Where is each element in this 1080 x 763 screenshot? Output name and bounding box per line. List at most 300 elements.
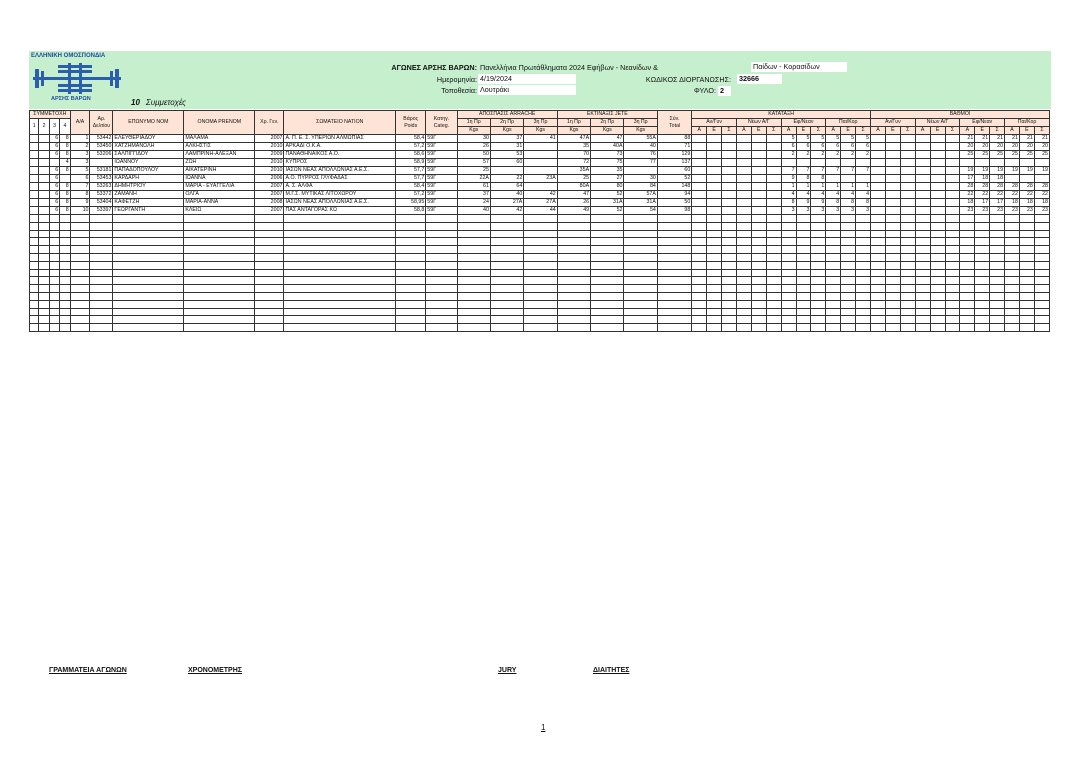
col-group-g2: Νέων Α/Γ: [915, 119, 960, 127]
cell-year: 2010: [255, 143, 284, 151]
empty-cell: [426, 277, 457, 285]
empty-cell: [766, 238, 781, 246]
empty-cell: [396, 285, 426, 293]
cell-s2: 31: [490, 143, 523, 151]
empty-row: [30, 285, 1050, 293]
table-row: [30, 199, 1050, 207]
empty-cell: [657, 277, 691, 285]
event-label: ΑΓΩΝΕΣ ΑΡΣΗΣ ΒΑΡΩΝ:: [391, 63, 477, 72]
cell-k11: 5: [841, 135, 856, 143]
cell-s2: 60: [490, 159, 523, 167]
cell-b1: [871, 191, 886, 199]
empty-cell: [990, 300, 1005, 308]
empty-cell: [945, 277, 960, 285]
empty-cell: [945, 285, 960, 293]
empty-cell: [1019, 269, 1034, 277]
empty-cell: [707, 253, 722, 261]
empty-cell: [945, 269, 960, 277]
empty-cell: [524, 269, 557, 277]
cell-k12: 8: [856, 199, 871, 207]
empty-cell: [871, 308, 886, 316]
cell-k6: [766, 207, 781, 215]
empty-cell: [49, 261, 59, 269]
empty-cell: [426, 230, 457, 238]
cell-k4: [736, 183, 751, 191]
empty-cell: [826, 238, 841, 246]
col-sub-sA: Α: [736, 127, 751, 135]
code-label: ΚΩΔΙΚΟΣ ΔΙΟΡΓΑΝΩΣΗΣ:: [645, 75, 731, 84]
cell-year: 2006: [255, 175, 284, 183]
empty-cell: [766, 300, 781, 308]
empty-cell: [707, 246, 722, 254]
cell-b4: [915, 143, 930, 151]
empty-cell: [591, 316, 624, 324]
cell-k6: [766, 199, 781, 207]
cell-k3: [722, 175, 737, 183]
empty-cell: [39, 230, 49, 238]
empty-cell: [692, 253, 707, 261]
cell-b8: 18: [975, 175, 990, 183]
empty-cell: [396, 246, 426, 254]
cell-b11: [1019, 159, 1034, 167]
cell-b4: [915, 151, 930, 159]
cell-b7: [960, 159, 975, 167]
cell-b2: [885, 167, 900, 175]
empty-cell: [90, 261, 113, 269]
cell-k1: [692, 183, 707, 191]
empty-cell: [184, 285, 255, 293]
empty-cell: [975, 215, 990, 223]
cell-s2: 53: [490, 151, 523, 159]
empty-cell: [975, 292, 990, 300]
cell-c1: 35A: [557, 167, 590, 175]
cell-k7: 3: [781, 207, 796, 215]
empty-cell: [960, 269, 975, 277]
empty-cell: [457, 285, 490, 293]
empty-cell: [900, 324, 915, 332]
empty-cell: [30, 238, 39, 246]
empty-cell: [945, 222, 960, 230]
empty-cell: [426, 246, 457, 254]
col-sub-sA: Α: [826, 127, 841, 135]
col-surname: ΕΠΩΝΥΜΟ NOM: [113, 111, 184, 135]
empty-cell: [591, 222, 624, 230]
empty-cell: [796, 292, 811, 300]
empty-cell: [751, 230, 766, 238]
cell-s2: 27A: [490, 199, 523, 207]
empty-cell: [811, 269, 826, 277]
cell-card: 53372: [90, 191, 113, 199]
empty-cell: [457, 316, 490, 324]
cell-p3: 6: [49, 199, 59, 207]
cell-s2: 37: [490, 135, 523, 143]
empty-cell: [184, 246, 255, 254]
cell-k2: [707, 143, 722, 151]
empty-cell: [990, 253, 1005, 261]
cell-c2: 75: [591, 159, 624, 167]
cell-k3: [722, 191, 737, 199]
empty-cell: [1019, 292, 1034, 300]
empty-cell: [766, 253, 781, 261]
cell-c3: 54: [624, 207, 657, 215]
cell-k12: 2: [856, 151, 871, 159]
empty-cell: [1005, 222, 1020, 230]
cell-k11: 1: [841, 183, 856, 191]
cell-k2: [707, 159, 722, 167]
empty-cell: [960, 238, 975, 246]
empty-cell: [60, 277, 70, 285]
col-group-g4: Παι/Κορ: [826, 119, 871, 127]
cell-b9: 18: [990, 175, 1005, 183]
cell-cat: 59Γ: [426, 167, 457, 175]
cell-b11: 28: [1019, 183, 1034, 191]
empty-cell: [30, 316, 39, 324]
empty-cell: [871, 300, 886, 308]
cell-k8: 6: [796, 143, 811, 151]
empty-cell: [426, 222, 457, 230]
col-participation-p2: 2: [39, 119, 49, 135]
cell-k8: 3: [796, 207, 811, 215]
empty-cell: [811, 230, 826, 238]
cell-b2: [885, 143, 900, 151]
empty-cell: [624, 285, 657, 293]
cell-b10: 25: [1005, 151, 1020, 159]
col-sub-sE: Ε: [1019, 127, 1034, 135]
empty-cell: [184, 308, 255, 316]
empty-cell: [184, 324, 255, 332]
empty-cell: [736, 277, 751, 285]
cell-name: ΟΛΓΑ: [184, 191, 255, 199]
empty-cell: [70, 269, 90, 277]
cell-b2: [885, 183, 900, 191]
cell-c1: 25: [557, 175, 590, 183]
cell-b3: [900, 191, 915, 199]
cell-b8: [975, 159, 990, 167]
empty-cell: [707, 230, 722, 238]
cell-k11: 8: [841, 199, 856, 207]
empty-cell: [871, 230, 886, 238]
cell-b4: [915, 199, 930, 207]
empty-cell: [490, 277, 523, 285]
empty-cell: [49, 253, 59, 261]
empty-cell: [826, 222, 841, 230]
empty-cell: [781, 316, 796, 324]
empty-cell: [184, 300, 255, 308]
cell-b5: [930, 151, 945, 159]
col-sub-sE: Ε: [930, 127, 945, 135]
empty-cell: [457, 292, 490, 300]
empty-cell: [1034, 277, 1049, 285]
empty-cell: [856, 292, 871, 300]
empty-cell: [1034, 246, 1049, 254]
cell-p3: 6: [49, 143, 59, 151]
cell-club: Μ.Γ.Σ. ΜΥΤΙΚΑΣ ΛΙΤΟΧΩΡΟΥ: [284, 191, 396, 199]
empty-cell: [624, 300, 657, 308]
cell-s1: 50: [457, 151, 490, 159]
col-sub-sE: Ε: [707, 127, 722, 135]
empty-cell: [751, 246, 766, 254]
cell-c2: 52: [591, 207, 624, 215]
empty-cell: [557, 253, 590, 261]
empty-cell: [591, 215, 624, 223]
empty-cell: [1005, 238, 1020, 246]
empty-cell: [1019, 261, 1034, 269]
empty-cell: [856, 215, 871, 223]
cell-b11: 18: [1019, 199, 1034, 207]
empty-cell: [811, 246, 826, 254]
cell-name: ΚΛΕΙΩ: [184, 207, 255, 215]
cell-b8: 22: [975, 191, 990, 199]
empty-cell: [396, 215, 426, 223]
results-table: [29, 110, 1050, 332]
empty-cell: [766, 277, 781, 285]
empty-cell: [255, 308, 284, 316]
cell-k5: [751, 143, 766, 151]
empty-cell: [736, 324, 751, 332]
empty-cell: [284, 246, 396, 254]
cell-c3: 31A: [624, 199, 657, 207]
cell-total: 71: [657, 143, 691, 151]
empty-cell: [524, 253, 557, 261]
cell-k5: [751, 175, 766, 183]
empty-cell: [736, 246, 751, 254]
empty-cell: [856, 246, 871, 254]
empty-cell: [930, 300, 945, 308]
col-group-g1: Αν/Γυν: [871, 119, 916, 127]
empty-cell: [1034, 308, 1049, 316]
empty-cell: [990, 308, 1005, 316]
empty-cell: [490, 292, 523, 300]
empty-cell: [90, 292, 113, 300]
empty-cell: [945, 324, 960, 332]
empty-cell: [900, 215, 915, 223]
empty-cell: [722, 324, 737, 332]
empty-cell: [284, 285, 396, 293]
cell-name: ΑΛΚΗΣΤΙΣ: [184, 143, 255, 151]
cell-k2: [707, 167, 722, 175]
empty-cell: [751, 253, 766, 261]
empty-cell: [885, 300, 900, 308]
cell-k11: 7: [841, 167, 856, 175]
empty-cell: [945, 215, 960, 223]
cell-k8: 5: [796, 135, 811, 143]
empty-cell: [30, 277, 39, 285]
empty-cell: [255, 324, 284, 332]
empty-cell: [1034, 300, 1049, 308]
empty-cell: [524, 324, 557, 332]
empty-cell: [692, 246, 707, 254]
empty-cell: [930, 222, 945, 230]
cell-k6: [766, 175, 781, 183]
cell-b6: [945, 207, 960, 215]
cell-b3: [900, 159, 915, 167]
empty-cell: [960, 285, 975, 293]
col-year: Χρ. Γεν.: [255, 111, 284, 135]
cell-b2: [885, 135, 900, 143]
cell-b7: 20: [960, 143, 975, 151]
empty-cell: [49, 292, 59, 300]
cell-club: Α. Σ. ΑΛΦΑ: [284, 183, 396, 191]
empty-cell: [90, 277, 113, 285]
cell-b6: [945, 151, 960, 159]
empty-cell: [657, 269, 691, 277]
col-sub-sE: Ε: [751, 127, 766, 135]
cell-k9: 3: [811, 207, 826, 215]
empty-cell: [826, 246, 841, 254]
cell-card: 53442: [90, 135, 113, 143]
cell-card: 53450: [90, 143, 113, 151]
empty-cell: [960, 222, 975, 230]
cell-b10: 18: [1005, 199, 1020, 207]
table-row: [30, 143, 1050, 151]
cell-name: ΑΙΚΑΤΕΡΙΝΗ: [184, 167, 255, 175]
empty-cell: [255, 246, 284, 254]
cell-card: 53206: [90, 151, 113, 159]
empty-cell: [826, 269, 841, 277]
empty-cell: [255, 316, 284, 324]
empty-cell: [826, 308, 841, 316]
empty-cell: [945, 316, 960, 324]
cell-total: 129: [657, 151, 691, 159]
empty-cell: [557, 277, 590, 285]
col-total: [657, 111, 691, 135]
empty-cell: [657, 300, 691, 308]
cell-b1: [871, 151, 886, 159]
empty-cell: [781, 238, 796, 246]
empty-cell: [856, 324, 871, 332]
empty-cell: [722, 261, 737, 269]
empty-cell: [722, 308, 737, 316]
cell-b6: [945, 199, 960, 207]
col-snatch: ΑΠΟΣΠΑΣΙΣ ARRACHE: [457, 111, 557, 119]
empty-cell: [60, 253, 70, 261]
empty-cell: [70, 324, 90, 332]
col-kgs: Kgs: [557, 127, 590, 135]
empty-cell: [990, 316, 1005, 324]
cell-p1: [30, 199, 39, 207]
cell-k11: [841, 159, 856, 167]
empty-cell: [796, 285, 811, 293]
empty-cell: [885, 215, 900, 223]
empty-cell: [856, 316, 871, 324]
empty-cell: [692, 308, 707, 316]
cell-s3: [524, 159, 557, 167]
empty-cell: [557, 316, 590, 324]
cell-b6: [945, 175, 960, 183]
empty-cell: [39, 269, 49, 277]
col-attempt: 3η Πρ: [524, 119, 557, 127]
table-row: [30, 151, 1050, 159]
cell-p3: [49, 159, 59, 167]
empty-cell: [975, 308, 990, 316]
cell-p4: 8: [60, 135, 70, 143]
empty-cell: [692, 269, 707, 277]
cell-s1: 40: [457, 207, 490, 215]
empty-cell: [900, 292, 915, 300]
cell-b4: [915, 207, 930, 215]
empty-cell: [856, 269, 871, 277]
empty-cell: [990, 277, 1005, 285]
cell-c2: 52: [591, 191, 624, 199]
col-sub-sS: Σ: [722, 127, 737, 135]
empty-row: [30, 308, 1050, 316]
cell-card: 53263: [90, 183, 113, 191]
empty-cell: [990, 230, 1005, 238]
empty-cell: [751, 316, 766, 324]
cell-b7: 25: [960, 151, 975, 159]
cell-p3: 6: [49, 167, 59, 175]
empty-cell: [284, 269, 396, 277]
empty-cell: [766, 324, 781, 332]
cell-k3: [722, 167, 737, 175]
empty-cell: [826, 316, 841, 324]
cell-c2: 73: [591, 151, 624, 159]
cell-year: 2009: [255, 151, 284, 159]
cell-aa: 1: [70, 135, 90, 143]
cell-k1: [692, 175, 707, 183]
empty-cell: [396, 222, 426, 230]
empty-cell: [751, 308, 766, 316]
empty-cell: [90, 308, 113, 316]
cell-k2: [707, 175, 722, 183]
empty-cell: [60, 308, 70, 316]
col-points: ΒΑΘΜΟΙ: [871, 111, 1050, 119]
cell-s1: 26: [457, 143, 490, 151]
empty-cell: [30, 253, 39, 261]
cell-name: ΙΩΑΝΝΑ: [184, 175, 255, 183]
col-participation-p3: 3: [49, 119, 59, 135]
cell-b8: 23: [975, 207, 990, 215]
cell-b2: [885, 199, 900, 207]
empty-cell: [900, 253, 915, 261]
empty-cell: [915, 300, 930, 308]
empty-cell: [960, 277, 975, 285]
empty-cell: [1005, 292, 1020, 300]
empty-cell: [1019, 300, 1034, 308]
empty-cell: [30, 308, 39, 316]
empty-cell: [1005, 324, 1020, 332]
empty-cell: [70, 246, 90, 254]
col-total-line1: Σύν.: [669, 115, 680, 122]
cell-s3: [524, 151, 557, 159]
empty-cell: [624, 269, 657, 277]
empty-cell: [457, 253, 490, 261]
empty-cell: [781, 285, 796, 293]
empty-cell: [856, 277, 871, 285]
empty-cell: [524, 246, 557, 254]
empty-cell: [90, 253, 113, 261]
empty-cell: [722, 316, 737, 324]
empty-cell: [49, 230, 59, 238]
empty-cell: [990, 269, 1005, 277]
cell-k4: [736, 191, 751, 199]
cell-b11: 25: [1019, 151, 1034, 159]
empty-cell: [900, 308, 915, 316]
cell-k10: 4: [826, 191, 841, 199]
empty-cell: [900, 300, 915, 308]
col-card-line1: Αρ.: [97, 115, 106, 122]
cell-b8: 19: [975, 167, 990, 175]
cell-b7: 23: [960, 207, 975, 215]
col-sub-sE: Ε: [975, 127, 990, 135]
empty-cell: [811, 238, 826, 246]
empty-cell: [796, 246, 811, 254]
empty-cell: [113, 324, 184, 332]
col-cat-line1: Κατηγ.: [433, 115, 450, 122]
cell-k10: [826, 159, 841, 167]
empty-cell: [49, 222, 59, 230]
empty-cell: [1019, 215, 1034, 223]
